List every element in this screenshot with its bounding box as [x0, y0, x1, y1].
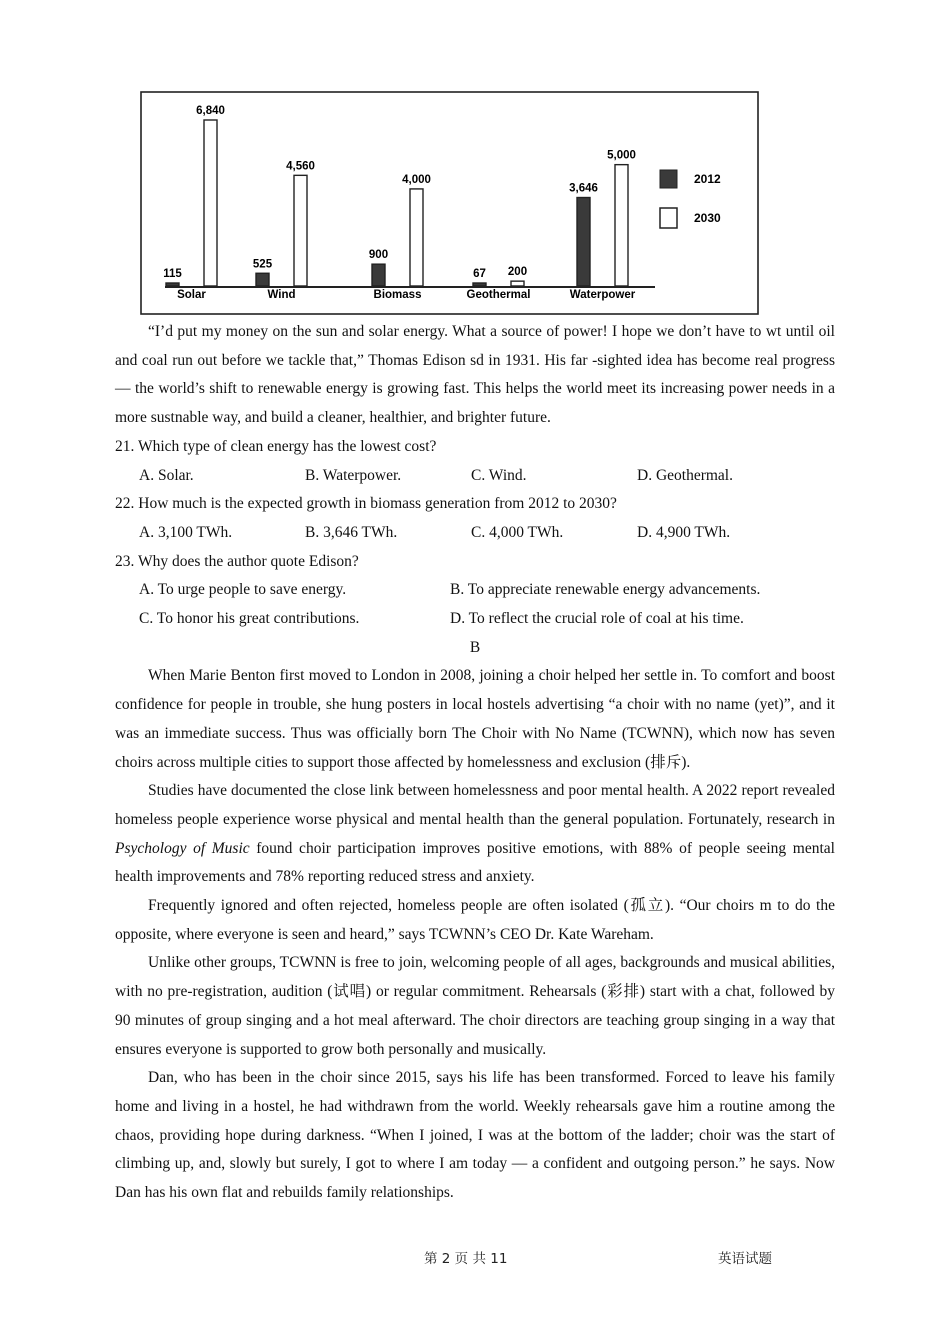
- subject-label: 英语试题: [718, 1251, 772, 1267]
- question-22-options: [115, 519, 835, 548]
- paragraph-2-text-end: found choir participation improves positive emotions, with 88% of people seeing mental health improvements and 78% reporting reduced stress and anxiety.: [115, 839, 835, 886]
- page-number: 第 2 页 共 11: [424, 1251, 508, 1267]
- value-label-wind-2030: 4,560: [286, 160, 315, 173]
- bar-solar-2030: [204, 120, 217, 286]
- option-22-c: C. 4,000 TWh.: [471, 523, 564, 541]
- bars-layer: [163, 105, 636, 301]
- bar-wind-2012: [256, 273, 269, 286]
- option-23-a: A. To urge people to save energy.: [139, 581, 347, 599]
- bar-waterpower-2030: [615, 165, 628, 286]
- value-label-biomass-2012: 900: [368, 249, 389, 262]
- category-label-waterpower: Waterpower: [569, 289, 636, 301]
- section-b-paragraph-4: Unlike other groups, TCWNN is free to join, welcoming people of all ages, backgrounds and musical abilities, with no pre-registration, audition (试唱) or regular commitment. Rehearsals (彩排) start with a chat, followed by 90 minutes of group singing and a hot meal afterward. The choir directors are teaching group singing in a way that ensures everyone is supported to grow both personally and musically.: [115, 954, 835, 1058]
- option-23-c: C. To honor his great contributions.: [139, 610, 360, 628]
- value-label-waterpower-2030: 5,000: [607, 149, 636, 162]
- value-label-solar-2012: 115: [163, 268, 182, 280]
- value-label-geothermal-2012: 67: [473, 268, 486, 280]
- value-label-waterpower-2012: 3,646: [569, 182, 598, 195]
- option-21-a: A. Solar.: [139, 466, 194, 484]
- question-23-options-row1: [115, 576, 835, 605]
- option-22-a: A. 3,100 TWh.: [139, 523, 233, 541]
- option-21-d: D. Geothermal.: [637, 466, 733, 484]
- category-label-solar: Solar: [177, 289, 206, 301]
- energy-bar-chart: [0, 0, 950, 320]
- question-23-options-row2: [115, 605, 835, 634]
- bar-waterpower-2012: [577, 198, 590, 286]
- value-label-wind-2012: 525: [252, 258, 273, 271]
- bar-biomass-2012: [372, 264, 385, 286]
- option-22-b: B. 3,646 TWh.: [305, 523, 398, 541]
- question-23: 23. Why does the author quote Edison?: [115, 552, 359, 570]
- passage-a: [115, 318, 835, 1208]
- option-23-b: B. To appreciate renewable energy advancements.: [450, 581, 761, 599]
- bar-wind-2030: [294, 175, 307, 286]
- option-23-d: D. To reflect the crucial role of coal at his time.: [450, 610, 744, 628]
- paragraph-2-text-start: Studies have documented the close link between homelessness and poor mental health. A 2022 report revealed homeless people experience worse physical and mental health than the general population. Fortunately, research in: [115, 782, 835, 828]
- section-b-heading: B: [469, 638, 481, 656]
- bar-geothermal-2030: [511, 281, 524, 286]
- legend-label-2012: 2012: [694, 172, 721, 186]
- legend-swatch-2012: [660, 170, 677, 188]
- bar-geothermal-2012: [473, 283, 486, 286]
- value-label-solar-2030: 6,840: [196, 105, 225, 117]
- option-21-c: C. Wind.: [471, 466, 527, 484]
- section-b-paragraph-3: Frequently ignored and often rejected, homeless people are often isolated (孤立). “Our choirs m to do the opposite, where everyone is seen and heard,” says TCWNN’s CEO Dr. Kate Wareham.: [115, 897, 835, 943]
- legend-label-2030: 2030: [694, 211, 721, 225]
- category-label-geothermal: Geothermal: [466, 289, 531, 301]
- section-b-paragraph-2: [115, 777, 835, 892]
- question-22: 22. How much is the expected growth in biomass generation from 2012 to 2030?: [115, 495, 617, 513]
- bar-biomass-2030: [410, 189, 423, 286]
- journal-title: Psychology of Music: [115, 839, 250, 857]
- passage-a-intro: “I’d put my money on the sun and solar energy. What a source of power! I hope we don’t have to wt until oil and coal run out before we tackle that,” Thomas Edison sd in 1931. His far -sighted idea has become real progress — the world’s shift to renewable energy is growing fast. This helps the world meet its increasing power needs in a more sustnable way, and build a cleaner, healthier, and brighter future.: [115, 323, 835, 427]
- chart-frame: [141, 92, 758, 314]
- category-label-wind: Wind: [267, 289, 296, 301]
- option-22-d: D. 4,900 TWh.: [637, 523, 731, 541]
- option-21-b: B. Waterpower.: [305, 466, 402, 484]
- question-21: 21. Which type of clean energy has the lowest cost?: [115, 437, 437, 455]
- category-label-biomass: Biomass: [373, 289, 422, 301]
- bar-solar-2012: [166, 283, 179, 286]
- value-label-geothermal-2030: 200: [507, 266, 528, 279]
- section-b-paragraph-1: When Marie Benton first moved to London in 2008, joining a choir helped her settle in. To comfort and boost confidence for people in trouble, she hung posters in local hostels advertising “a choir with no name (yet)”, and it was an immediate success. Thus was officially born The Choir with No Name (TCWNN), which now has seven choirs across multiple cities to support those affected by homelessness and exclusion (排斥).: [115, 667, 835, 771]
- legend-swatch-2030: [660, 208, 677, 228]
- section-b-paragraph-5: Dan, who has been in the choir since 2015, says his life has been transformed. Forced to leave his family home and living in a hostel, he had withdrawn from the world. Weekly rehearsals gave him a routine among the chaos, providing hope during darkness. “When I joined, I was at the bottom of the ladder; choir was the start of climbing up, and, slowly but surely, I got to where I am today — a confident and outgoing person.” he says. Now Dan has his own flat and rebuilds family relationships.: [115, 1069, 835, 1202]
- chart-legend: [660, 170, 721, 228]
- value-label-biomass-2030: 4,000: [402, 173, 431, 186]
- question-21-options: [115, 462, 835, 491]
